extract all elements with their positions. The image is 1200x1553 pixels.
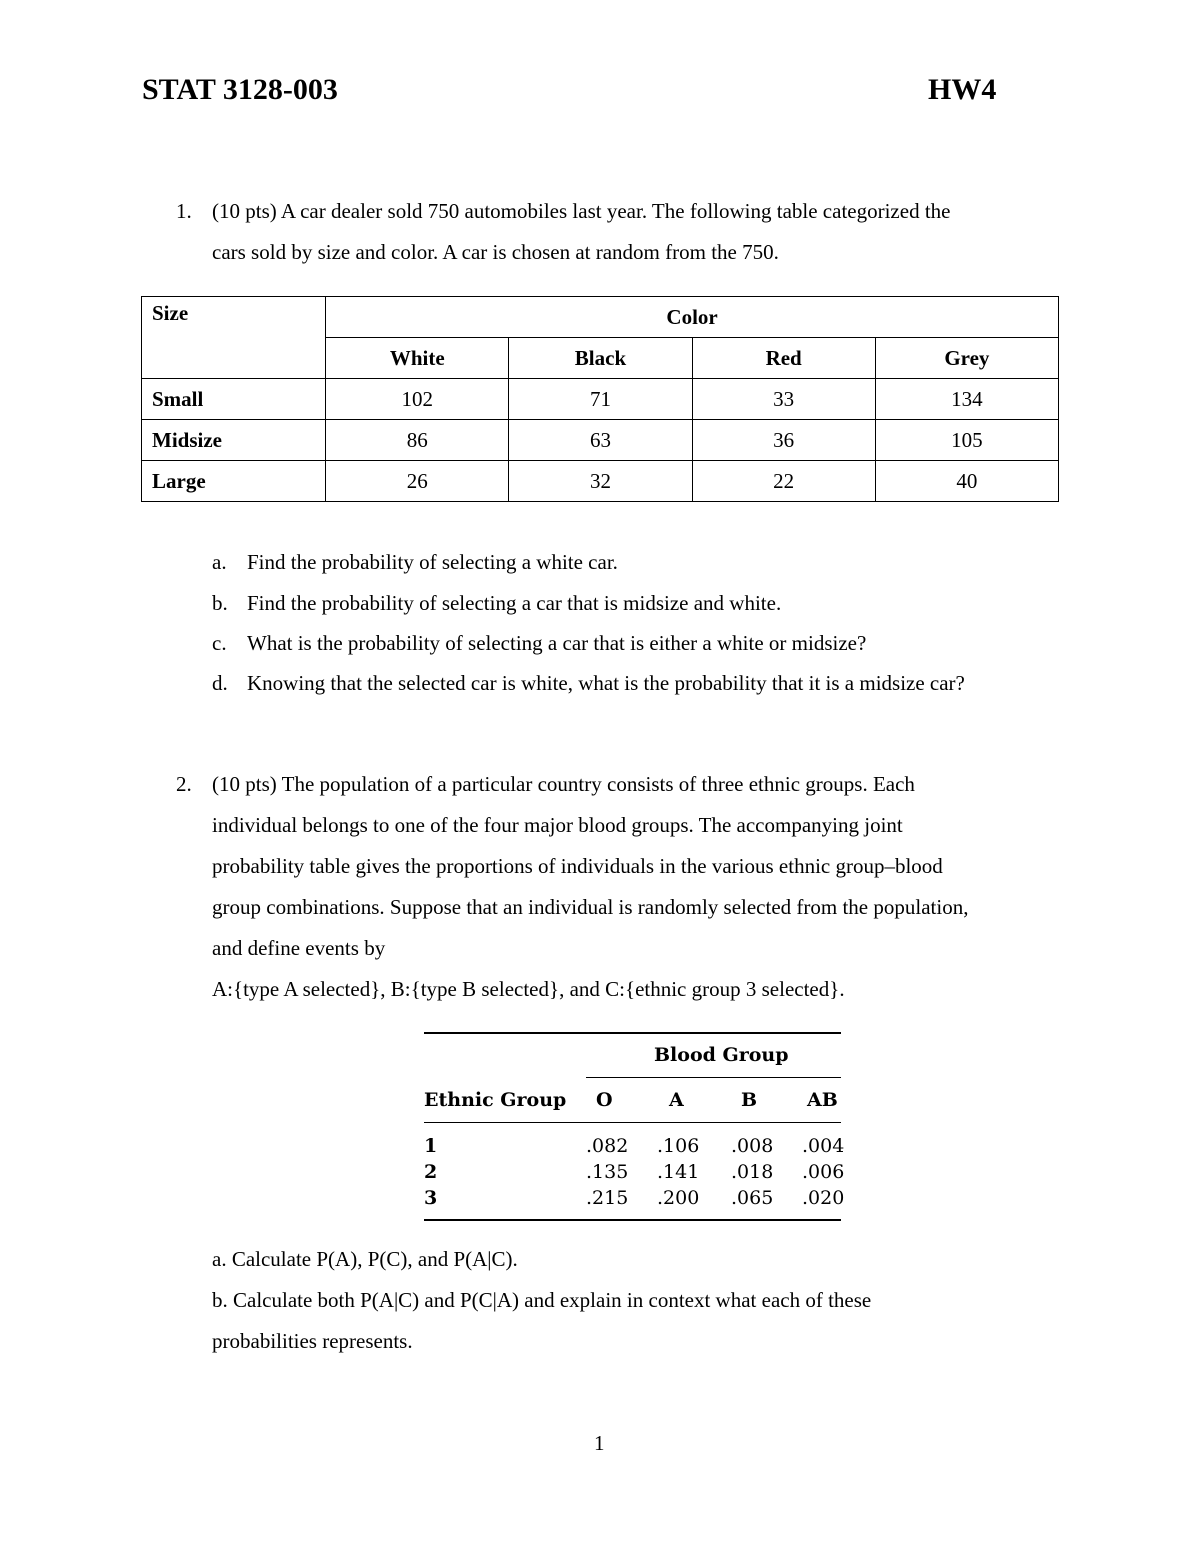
table-cell: .082 (586, 1135, 629, 1157)
page-number: 1 (594, 1431, 605, 1455)
size-header: Size (142, 297, 326, 379)
question-number: 2. (176, 772, 192, 796)
question-line: and define events by (212, 936, 386, 960)
question-text (212, 191, 1059, 273)
row-label: 1 (424, 1135, 438, 1157)
part-letter: d. (212, 671, 228, 695)
assignment-title: HW4 (928, 73, 997, 106)
table-row (142, 379, 1059, 420)
table-cell: 86 (326, 420, 509, 461)
table-cell: .135 (586, 1161, 629, 1183)
part-text: probabilities represents. (212, 1329, 413, 1353)
column-header: Black (509, 338, 692, 379)
car-sales-table (141, 296, 1059, 502)
part-text: What is the probability of selecting a car that is either a white or midsize? (247, 631, 867, 655)
row-label: 2 (424, 1161, 438, 1183)
column-header: Grey (875, 338, 1058, 379)
table-cell: 105 (875, 420, 1058, 461)
table-cell: 71 (509, 379, 692, 420)
color-header: Color (326, 297, 1059, 338)
part-text: Find the probability of selecting a car that is midsize and white. (247, 591, 782, 615)
table-cell: 134 (875, 379, 1058, 420)
row-label: Small (142, 379, 326, 420)
question-line: (10 pts) The population of a particular country consists of three ethnic groups. Each (212, 772, 915, 796)
question-2-parts (212, 1239, 1062, 1362)
table-cell: .020 (802, 1187, 845, 1209)
part-letter: b. (212, 591, 228, 615)
table-cell: 40 (875, 461, 1058, 502)
table-cell: 102 (326, 379, 509, 420)
column-header: White (326, 338, 509, 379)
question-number: 1. (176, 199, 192, 223)
table-cell: .141 (657, 1161, 700, 1183)
table-top-rule (424, 1032, 841, 1034)
column-header: B (741, 1089, 758, 1111)
table-cell: 33 (692, 379, 875, 420)
part-text: b. Calculate both P(A|C) and P(C|A) and explain in context what each of these (212, 1288, 872, 1312)
table-cell: .018 (731, 1161, 774, 1183)
header-rule (424, 1122, 841, 1123)
table-cell: 26 (326, 461, 509, 502)
table-cell: .004 (802, 1135, 845, 1157)
table-cell: .215 (586, 1187, 629, 1209)
question-text (212, 764, 1059, 1010)
blood-group-table (424, 1032, 845, 1222)
table-bottom-rule (424, 1219, 841, 1221)
row-label: Large (142, 461, 326, 502)
table-cell: 36 (692, 420, 875, 461)
course-title: STAT 3128-003 (142, 73, 338, 106)
part-text: Find the probability of selecting a white car. (247, 550, 618, 574)
table-cell: .106 (657, 1135, 700, 1157)
table-cell: .008 (731, 1135, 774, 1157)
part-text: a. Calculate P(A), P(C), and P(A|C). (212, 1247, 518, 1271)
question-line: group combinations. Suppose that an individual is randomly selected from the population, (212, 895, 969, 919)
ethnic-group-header: Ethnic Group (424, 1089, 567, 1111)
column-header: AB (807, 1089, 838, 1111)
question-line: individual belongs to one of the four major blood groups. The accompanying joint (212, 813, 903, 837)
column-header: O (596, 1089, 613, 1111)
row-label: Midsize (142, 420, 326, 461)
column-header: Red (692, 338, 875, 379)
question-line: probability table gives the proportions of individuals in the various ethnic group–blood (212, 854, 943, 878)
table-cell: .006 (802, 1161, 845, 1183)
blood-group-header: Blood Group (654, 1044, 789, 1066)
question-line: A:{type A selected}, B:{type B selected}, and C:{ethnic group 3 selected}. (212, 977, 845, 1001)
table-cell: 22 (692, 461, 875, 502)
part-letter: a. (212, 550, 227, 574)
table-cell: 32 (509, 461, 692, 502)
part-letter: c. (212, 631, 227, 655)
group-rule (586, 1077, 841, 1078)
question-line: (10 pts) A car dealer sold 750 automobiles last year. The following table categorized the (212, 199, 951, 223)
column-header: A (669, 1089, 684, 1111)
table-row (142, 461, 1059, 502)
question-line: cars sold by size and color. A car is chosen at random from the 750. (212, 240, 779, 264)
part-text: Knowing that the selected car is white, what is the probability that it is a midsize car? (247, 671, 965, 695)
table-cell: .065 (731, 1187, 774, 1209)
row-label: 3 (424, 1187, 438, 1209)
table-row (142, 420, 1059, 461)
table-cell: .200 (657, 1187, 700, 1209)
table-cell: 63 (509, 420, 692, 461)
